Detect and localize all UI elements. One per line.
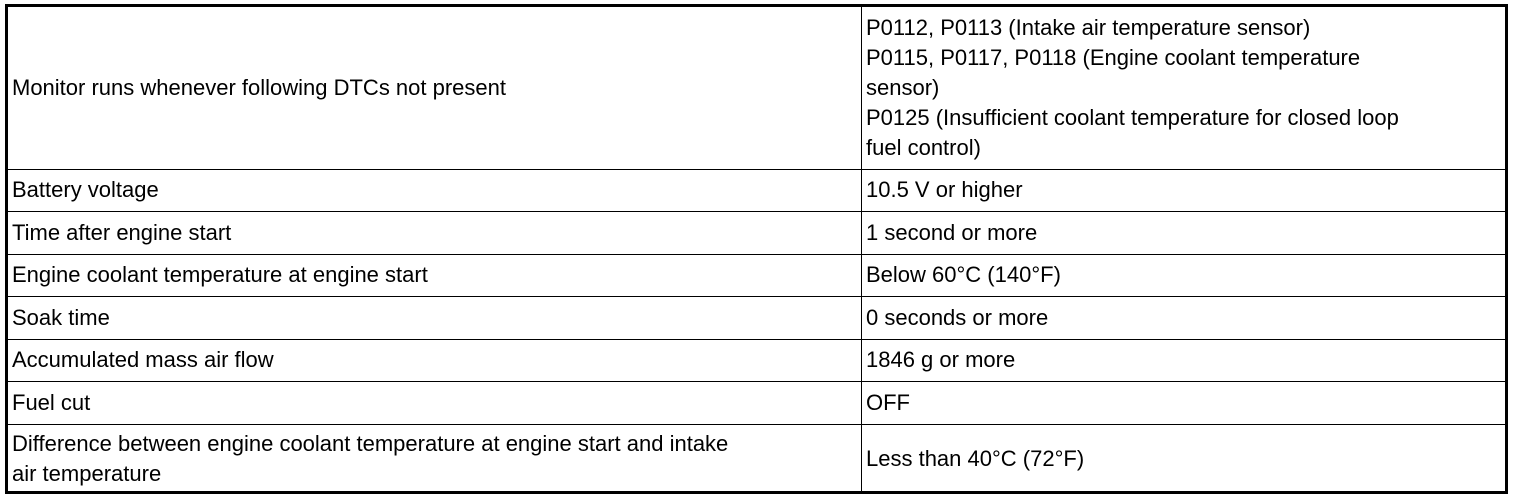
- condition-cell: Battery voltage: [8, 169, 862, 211]
- table-row: [8, 339, 1505, 381]
- value-line: P0112, P0113 (Intake air temperature sensor): [866, 14, 1311, 40]
- value-line: sensor): [866, 74, 940, 100]
- value-line: P0115, P0117, P0118 (Engine coolant temperature: [866, 44, 1361, 70]
- value-cell: 1 second or more: [862, 211, 1506, 254]
- monitor-conditions-table: [8, 7, 1505, 494]
- value-line: P0125 (Insufficient coolant temperature for closed loop: [866, 104, 1399, 130]
- value-cell: Below 60°C (140°F): [862, 254, 1506, 296]
- condition-line: Difference between engine coolant temperature at engine start and intake: [12, 431, 729, 457]
- table-row: [8, 296, 1505, 339]
- value-cell: [862, 7, 1506, 169]
- condition-line: air temperature: [12, 461, 162, 487]
- condition-cell: [8, 424, 862, 494]
- value-cell: OFF: [862, 381, 1506, 424]
- condition-cell: Monitor runs whenever following DTCs not present: [8, 7, 862, 169]
- table-row: [8, 169, 1505, 211]
- table-row: [8, 381, 1505, 424]
- condition-cell: Engine coolant temperature at engine start: [8, 254, 862, 296]
- table-row: [8, 211, 1505, 254]
- condition-cell: Accumulated mass air flow: [8, 339, 862, 381]
- condition-cell: Time after engine start: [8, 211, 862, 254]
- monitor-conditions-table-frame: [5, 4, 1508, 494]
- value-line: fuel control): [866, 134, 981, 160]
- table-row: [8, 7, 1505, 169]
- condition-cell: Soak time: [8, 296, 862, 339]
- value-cell: 10.5 V or higher: [862, 169, 1506, 211]
- value-cell: 1846 g or more: [862, 339, 1506, 381]
- condition-cell: Fuel cut: [8, 381, 862, 424]
- table-row: [8, 254, 1505, 296]
- value-cell: 0 seconds or more: [862, 296, 1506, 339]
- value-cell: Less than 40°C (72°F): [862, 424, 1506, 494]
- table-row: [8, 424, 1505, 494]
